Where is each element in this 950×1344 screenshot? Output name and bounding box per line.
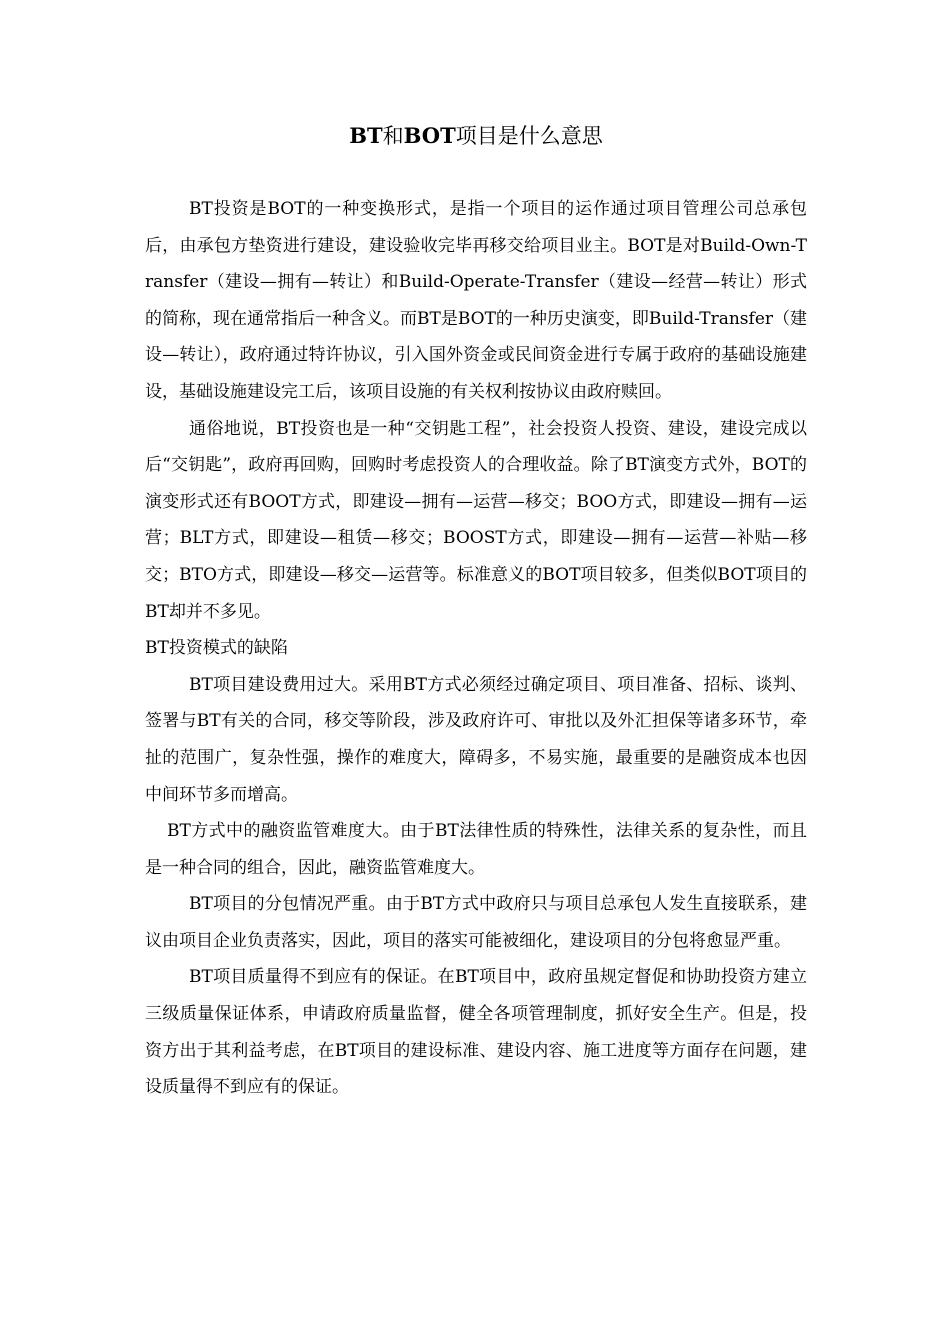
paragraph-bt-definition: BT投资是BOT的一种变换形式，是指一个项目的运作通过项目管理公司总承包后，由承包方垫资进行建设，建设验收完毕再移交给项目业主。BOT是对Build-Own-Transfer（建设—拥有—转让）和Build-Operate-Transfer（建设—经营—转让）形式的简称，现在通常指后一种含义。而BT是BOT的一种历史演变，即Build-Transfer（建设—转让），政府通过特许协议，引入国外资金或民间资金进行专属于政府的基础设施建设，基础设施建设完工后，该项目设施的有关权利按协议由政府赎回。 xyxy=(145,199,808,402)
paragraph-defect-cost: BT项目建设费用过大。采用BT方式必须经过确定项目、项目准备、招标、谈判、签署与BT有关的合同，移交等阶段，涉及政府许可、审批以及外汇担保等诸多环节，牵扯的范围广，复杂性强，操作的难度大，障碍多，不易实施，最重要的是融资成本也因中间环节多而增高。 xyxy=(145,674,807,805)
document-body xyxy=(145,191,807,1106)
title-part-bt: BT xyxy=(349,123,383,148)
title-part-bot: BOT xyxy=(403,123,456,148)
section-heading-defects: BT投资模式的缺陷 xyxy=(145,638,288,659)
document-title xyxy=(145,121,807,151)
paragraph-defect-quality: BT项目质量得不到应有的保证。在BT项目中，政府虽规定督促和协助投资方建立三级质量保证体系，申请政府质量监督，健全各项管理制度，抓好安全生产。但是，投资方出于其利益考虑，在BT项目的建设标准、建设内容、施工进度等方面存在问题，建设质量得不到应有的保证。 xyxy=(145,967,807,1098)
document-page xyxy=(145,0,807,1344)
title-part-rest: 项目是什么意思 xyxy=(455,124,603,148)
paragraph-defect-supervision: BT方式中的融资监管难度大。由于BT法律性质的特殊性，法律关系的复杂性，而且是一种合同的组合，因此，融资监管难度大。 xyxy=(145,821,807,878)
paragraph-bt-explanation: 通俗地说，BT投资也是一种“交钥匙工程”，社会投资人投资、建设，建设完成以后“交钥匙”，政府再回购，回购时考虑投资人的合理收益。除了BT演变方式外，BOT的演变形式还有BOOT方式，即建设—拥有—运营—移交；BOO方式，即建设—拥有—运营；BLT方式，即建设—租赁—移交；BOOST方式，即建设—拥有—运营—补贴—移交；BTO方式，即建设—移交—运营等。标准意义的BOT项目较多，但类似BOT项目的BT却并不多见。 xyxy=(145,418,807,622)
title-part-he: 和 xyxy=(382,124,404,148)
paragraph-defect-subcontract: BT项目的分包情况严重。由于BT方式中政府只与项目总承包人发生直接联系，建议由项目企业负责落实，因此，项目的落实可能被细化，建设项目的分包将愈显严重。 xyxy=(145,894,807,951)
